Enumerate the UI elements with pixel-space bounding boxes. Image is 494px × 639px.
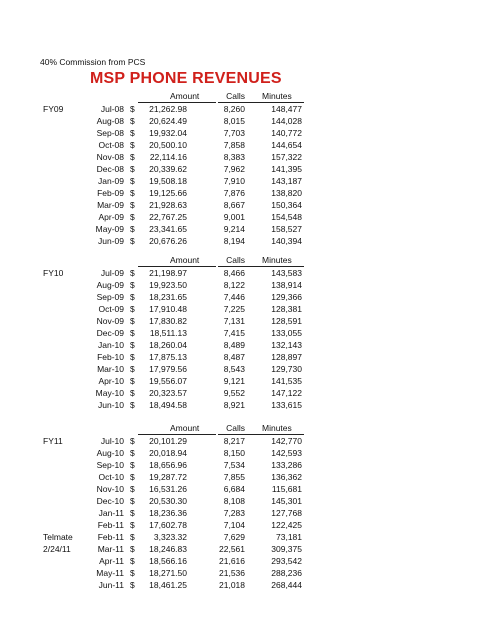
calls-cell: 21,616: [219, 556, 245, 566]
amount-cell: 21,198.97: [149, 268, 187, 278]
amount-cell: 17,875.13: [149, 352, 187, 362]
amount-cell: 19,923.50: [149, 280, 187, 290]
minutes-cell: 141,535: [271, 376, 302, 386]
calls-cell: 8,489: [223, 340, 245, 350]
amount-cell: 20,530.30: [149, 496, 187, 506]
calls-cell: 7,415: [223, 328, 245, 338]
amount-cell: 20,500.10: [149, 140, 187, 150]
dollar-sign: $: [130, 280, 135, 290]
month-cell: Nov-09: [96, 316, 124, 326]
table-row: [0, 304, 494, 316]
month-cell: Nov-10: [96, 484, 124, 494]
calls-header: Calls: [226, 255, 245, 265]
table-row: [0, 544, 494, 556]
dollar-sign: $: [130, 436, 135, 446]
minutes-cell: 150,364: [271, 200, 302, 210]
minutes-cell: 128,897: [271, 352, 302, 362]
month-cell: Apr-11: [99, 556, 124, 566]
dollar-sign: $: [130, 472, 135, 482]
amount-cell: 18,511.13: [149, 328, 187, 338]
minutes-cell: 147,122: [271, 388, 302, 398]
dollar-sign: $: [130, 268, 135, 278]
dollar-sign: $: [130, 164, 135, 174]
month-cell: Jan-10: [98, 340, 124, 350]
table-row: [0, 340, 494, 352]
calls-cell: 8,108: [223, 496, 245, 506]
amount-cell: 20,676.26: [149, 236, 187, 246]
dollar-sign: $: [130, 376, 135, 386]
table-row: [0, 568, 494, 580]
table-row: [0, 104, 494, 116]
minutes-cell: 143,583: [271, 268, 302, 278]
minutes-cell: 140,772: [271, 128, 302, 138]
calls-cell: 9,552: [223, 388, 245, 398]
minutes-cell: 142,770: [271, 436, 302, 446]
dollar-sign: $: [130, 352, 135, 362]
month-cell: Dec-08: [96, 164, 124, 174]
amount-cell: 19,125.66: [149, 188, 187, 198]
header-underline: [138, 102, 216, 103]
minutes-cell: 138,914: [271, 280, 302, 290]
report-title: MSP PHONE REVENUES: [90, 70, 282, 87]
dollar-sign: $: [130, 224, 135, 234]
dollar-sign: $: [130, 556, 135, 566]
row-note-label: Telmate: [43, 532, 73, 542]
table-row: [0, 484, 494, 496]
dollar-sign: $: [130, 460, 135, 470]
minutes-cell: 158,527: [271, 224, 302, 234]
dollar-sign: $: [130, 104, 135, 114]
month-cell: Aug-10: [96, 448, 124, 458]
minutes-cell: 133,286: [271, 460, 302, 470]
header-underline: [258, 266, 304, 267]
month-cell: Jun-11: [98, 580, 124, 590]
calls-cell: 8,466: [223, 268, 245, 278]
calls-header: Calls: [226, 91, 245, 101]
amount-cell: 17,979.56: [149, 364, 187, 374]
table-row: [0, 388, 494, 400]
calls-cell: 22,561: [219, 544, 245, 554]
dollar-sign: $: [130, 188, 135, 198]
table-row: [0, 436, 494, 448]
month-cell: Mar-11: [97, 544, 124, 554]
minutes-header: Minutes: [262, 255, 292, 265]
calls-cell: 8,260: [223, 104, 245, 114]
header-underline: [258, 102, 304, 103]
amount-header: Amount: [170, 255, 200, 265]
dollar-sign: $: [130, 568, 135, 578]
table-row: [0, 176, 494, 188]
minutes-cell: 128,591: [271, 316, 302, 326]
minutes-header: Minutes: [262, 423, 292, 433]
amount-cell: 22,114.16: [149, 152, 187, 162]
dollar-sign: $: [130, 200, 135, 210]
table-row: [0, 364, 494, 376]
dollar-sign: $: [130, 304, 135, 314]
month-cell: Sep-08: [96, 128, 124, 138]
amount-cell: 17,830.82: [149, 316, 187, 326]
amount-cell: 18,260.04: [149, 340, 187, 350]
month-cell: Dec-09: [96, 328, 124, 338]
minutes-cell: 138,820: [271, 188, 302, 198]
dollar-sign: $: [130, 212, 135, 222]
minutes-cell: 132,143: [271, 340, 302, 350]
minutes-cell: 143,187: [271, 176, 302, 186]
amount-cell: 18,656.96: [149, 460, 187, 470]
dollar-sign: $: [130, 400, 135, 410]
calls-cell: 9,214: [223, 224, 245, 234]
dollar-sign: $: [130, 236, 135, 246]
minutes-cell: 157,322: [271, 152, 302, 162]
month-cell: Jan-09: [98, 176, 124, 186]
fiscal-year-label: FY09: [43, 104, 64, 114]
month-cell: Oct-10: [98, 472, 124, 482]
table-row: [0, 212, 494, 224]
amount-cell: 20,101.29: [149, 436, 187, 446]
dollar-sign: $: [130, 520, 135, 530]
amount-cell: 16,531.26: [149, 484, 187, 494]
amount-header: Amount: [170, 423, 200, 433]
amount-cell: 18,494.58: [149, 400, 187, 410]
dollar-sign: $: [130, 532, 135, 542]
minutes-cell: 142,593: [271, 448, 302, 458]
calls-cell: 7,283: [223, 508, 245, 518]
commission-note: 40% Commission from PCS: [40, 57, 146, 67]
calls-cell: 8,921: [223, 400, 245, 410]
month-cell: May-09: [95, 224, 124, 234]
minutes-cell: 148,477: [271, 104, 302, 114]
table-row: [0, 224, 494, 236]
dollar-sign: $: [130, 140, 135, 150]
fiscal-year-label: FY11: [43, 436, 63, 446]
month-cell: Oct-09: [98, 304, 124, 314]
amount-cell: 18,231.65: [149, 292, 187, 302]
calls-cell: 8,543: [223, 364, 245, 374]
calls-cell: 8,194: [223, 236, 245, 246]
table-row: [0, 236, 494, 248]
minutes-cell: 133,055: [271, 328, 302, 338]
minutes-header: Minutes: [262, 91, 292, 101]
month-cell: Feb-09: [97, 188, 124, 198]
minutes-cell: 128,381: [271, 304, 302, 314]
month-cell: Aug-08: [96, 116, 124, 126]
calls-cell: 7,855: [223, 472, 245, 482]
calls-cell: 7,629: [223, 532, 245, 542]
table-row: [0, 508, 494, 520]
row-note-label: 2/24/11: [43, 544, 71, 554]
calls-cell: 8,015: [223, 116, 245, 126]
amount-cell: 18,246.83: [149, 544, 187, 554]
table-row: [0, 268, 494, 280]
month-cell: Apr-10: [98, 376, 124, 386]
amount-cell: 18,461.25: [149, 580, 187, 590]
month-cell: Dec-10: [96, 496, 124, 506]
header-underline: [218, 434, 258, 435]
minutes-cell: 122,425: [271, 520, 302, 530]
table-row: [0, 520, 494, 532]
calls-cell: 7,104: [223, 520, 245, 530]
dollar-sign: $: [130, 340, 135, 350]
table-row: [0, 152, 494, 164]
calls-cell: 8,383: [223, 152, 245, 162]
calls-cell: 7,858: [223, 140, 245, 150]
amount-cell: 18,566.16: [149, 556, 187, 566]
amount-cell: 20,323.57: [149, 388, 187, 398]
table-row: [0, 472, 494, 484]
minutes-cell: 144,654: [271, 140, 302, 150]
table-row: [0, 376, 494, 388]
amount-header: Amount: [170, 91, 200, 101]
month-cell: Apr-09: [98, 212, 124, 222]
dollar-sign: $: [130, 544, 135, 554]
dollar-sign: $: [130, 484, 135, 494]
calls-cell: 8,150: [223, 448, 245, 458]
minutes-cell: 136,362: [271, 472, 302, 482]
table-row: [0, 460, 494, 472]
table-row: [0, 532, 494, 544]
minutes-cell: 141,395: [271, 164, 302, 174]
table-row: [0, 188, 494, 200]
calls-cell: 8,122: [223, 280, 245, 290]
dollar-sign: $: [130, 364, 135, 374]
calls-cell: 8,487: [223, 352, 245, 362]
minutes-cell: 133,615: [271, 400, 302, 410]
calls-cell: 9,121: [223, 376, 245, 386]
calls-cell: 7,910: [223, 176, 245, 186]
month-cell: Sep-10: [96, 460, 124, 470]
amount-cell: 20,018.94: [149, 448, 187, 458]
month-cell: Sep-09: [96, 292, 124, 302]
calls-cell: 7,703: [223, 128, 245, 138]
table-row: [0, 128, 494, 140]
amount-cell: 19,556.07: [149, 376, 187, 386]
dollar-sign: $: [130, 316, 135, 326]
header-underline: [138, 434, 216, 435]
month-cell: Mar-09: [97, 200, 124, 210]
table-row: [0, 316, 494, 328]
minutes-cell: 293,542: [271, 556, 302, 566]
month-cell: Jul-10: [100, 436, 124, 446]
table-row: [0, 448, 494, 460]
month-cell: May-11: [96, 568, 124, 578]
month-cell: Feb-11: [97, 520, 124, 530]
minutes-cell: 144,028: [271, 116, 302, 126]
minutes-cell: 154,548: [271, 212, 302, 222]
amount-cell: 18,271.50: [149, 568, 187, 578]
header-underline: [218, 266, 258, 267]
calls-cell: 21,536: [219, 568, 245, 578]
month-cell: Jun-10: [98, 400, 124, 410]
month-cell: Mar-10: [97, 364, 124, 374]
minutes-cell: 73,181: [276, 532, 302, 542]
amount-cell: 19,287.72: [149, 472, 187, 482]
calls-cell: 7,131: [223, 316, 245, 326]
dollar-sign: $: [130, 580, 135, 590]
calls-cell: 7,962: [223, 164, 245, 174]
month-cell: Oct-08: [98, 140, 124, 150]
calls-cell: 7,225: [223, 304, 245, 314]
amount-cell: 3,323.32: [153, 532, 187, 542]
dollar-sign: $: [130, 128, 135, 138]
table-row: [0, 496, 494, 508]
amount-cell: 22,767.25: [149, 212, 187, 222]
table-row: [0, 580, 494, 592]
minutes-cell: 127,768: [271, 508, 302, 518]
table-row: [0, 556, 494, 568]
table-row: [0, 352, 494, 364]
header-underline: [258, 434, 304, 435]
calls-cell: 6,684: [223, 484, 245, 494]
table-row: [0, 292, 494, 304]
month-cell: Feb-10: [97, 352, 124, 362]
calls-cell: 8,217: [223, 436, 245, 446]
dollar-sign: $: [130, 388, 135, 398]
dollar-sign: $: [130, 116, 135, 126]
calls-cell: 9,001: [223, 212, 245, 222]
calls-header: Calls: [226, 423, 245, 433]
calls-cell: 7,876: [223, 188, 245, 198]
minutes-cell: 115,681: [271, 484, 302, 494]
month-cell: Aug-09: [96, 280, 124, 290]
table-row: [0, 200, 494, 212]
amount-cell: 20,339.62: [149, 164, 187, 174]
amount-cell: 19,932.04: [149, 128, 187, 138]
amount-cell: 21,262.98: [149, 104, 187, 114]
minutes-cell: 309,375: [271, 544, 302, 554]
dollar-sign: $: [130, 292, 135, 302]
month-cell: Nov-08: [96, 152, 124, 162]
minutes-cell: 129,730: [271, 364, 302, 374]
month-cell: May-10: [95, 388, 124, 398]
minutes-cell: 268,444: [271, 580, 302, 590]
header-underline: [218, 102, 258, 103]
month-cell: Jul-09: [100, 268, 124, 278]
month-cell: Feb-11: [97, 532, 124, 542]
calls-cell: 21,018: [219, 580, 245, 590]
month-cell: Jun-09: [98, 236, 124, 246]
month-cell: Jul-08: [100, 104, 124, 114]
dollar-sign: $: [130, 176, 135, 186]
amount-cell: 18,236.36: [149, 508, 187, 518]
minutes-cell: 129,366: [271, 292, 302, 302]
table-row: [0, 280, 494, 292]
amount-cell: 17,602.78: [149, 520, 187, 530]
table-row: [0, 116, 494, 128]
dollar-sign: $: [130, 152, 135, 162]
table-row: [0, 400, 494, 412]
table-row: [0, 164, 494, 176]
dollar-sign: $: [130, 496, 135, 506]
amount-cell: 19,508.18: [149, 176, 187, 186]
minutes-cell: 145,301: [271, 496, 302, 506]
amount-cell: 23,341.65: [149, 224, 187, 234]
table-row: [0, 140, 494, 152]
calls-cell: 7,534: [223, 460, 245, 470]
header-underline: [138, 266, 216, 267]
amount-cell: 17,910.48: [149, 304, 187, 314]
dollar-sign: $: [130, 328, 135, 338]
calls-cell: 8,667: [223, 200, 245, 210]
amount-cell: 20,624.49: [149, 116, 187, 126]
dollar-sign: $: [130, 508, 135, 518]
minutes-cell: 140,394: [271, 236, 302, 246]
dollar-sign: $: [130, 448, 135, 458]
fiscal-year-label: FY10: [43, 268, 64, 278]
calls-cell: 7,446: [223, 292, 245, 302]
minutes-cell: 288,236: [271, 568, 302, 578]
month-cell: Jan-11: [98, 508, 124, 518]
amount-cell: 21,928.63: [149, 200, 187, 210]
table-row: [0, 328, 494, 340]
